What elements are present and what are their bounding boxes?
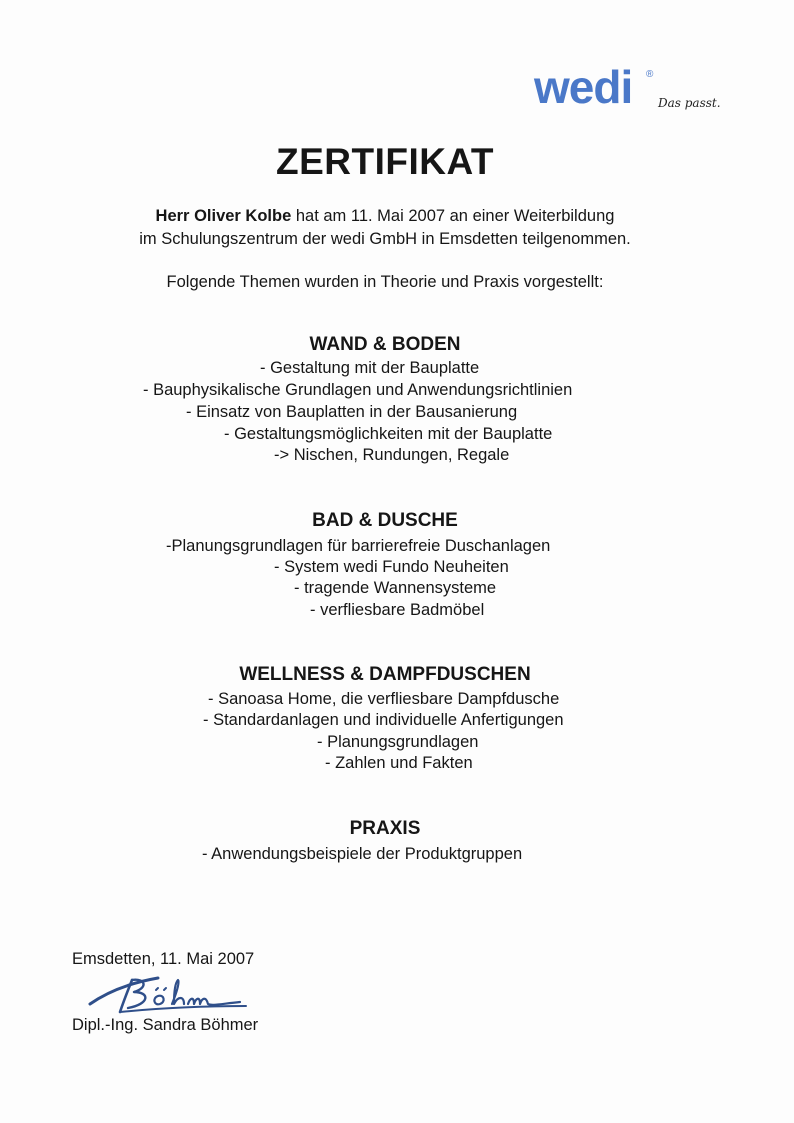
intro-line-1 <box>0 206 770 226</box>
section-heading-wand-boden: WAND & BODEN <box>309 334 461 355</box>
handwritten-signature <box>80 968 250 1018</box>
section-item: - verfliesbare Badmöbel <box>310 601 485 619</box>
section-item: - Gestaltungsmöglichkeiten mit der Bauplatte <box>224 425 553 443</box>
section-item: -Planungsgrundlagen für barrierefreie Duschanlagen <box>166 537 551 555</box>
participant-name: Herr Oliver Kolbe <box>155 207 292 225</box>
section-heading-bad-dusche: BAD & DUSCHE <box>312 510 458 531</box>
logo-registered-mark: ® <box>646 69 654 80</box>
section-item: - Standardanlagen und individuelle Anfertigungen <box>203 711 564 729</box>
section-item: - Zahlen und Fakten <box>325 754 473 772</box>
section-item: - Planungsgrundlagen <box>317 733 479 751</box>
section-heading-praxis: PRAXIS <box>349 818 421 839</box>
wedi-logo <box>534 61 734 124</box>
section-item: - Einsatz von Bauplatten in der Bausanierung <box>186 403 518 421</box>
intro-line-3: Folgende Themen wurden in Theorie und Praxis vorgestellt: <box>166 273 604 291</box>
section-item: - Anwendungsbeispiele der Produktgruppen <box>202 845 523 863</box>
intro-line-2: im Schulungszentrum der wedi GmbH in Emsdetten teilgenommen. <box>139 230 631 248</box>
logo-tagline: Das passt. <box>658 96 721 110</box>
section-item: -> Nischen, Rundungen, Regale <box>274 446 510 464</box>
section-item: - Gestaltung mit der Bauplatte <box>260 359 480 377</box>
section-item: - Sanoasa Home, die verfliesbare Dampfdusche <box>208 690 560 708</box>
section-heading-wellness: WELLNESS & DAMPFDUSCHEN <box>239 664 531 685</box>
place-and-date: Emsdetten, 11. Mai 2007 <box>72 950 255 968</box>
section-item: - tragende Wannensysteme <box>294 579 497 597</box>
section-item: - Bauphysikalische Grundlagen und Anwendungsrichtlinien <box>143 381 573 399</box>
section-item: - System wedi Fundo Neuheiten <box>274 558 509 576</box>
intro-line-1-text: hat am 11. Mai 2007 an einer Weiterbildung <box>291 207 615 225</box>
logo-wordmark: wedi <box>534 61 633 113</box>
certificate-title: ZERTIFIKAT <box>275 141 495 182</box>
signatory-name: Dipl.-Ing. Sandra Böhmer <box>72 1016 259 1034</box>
